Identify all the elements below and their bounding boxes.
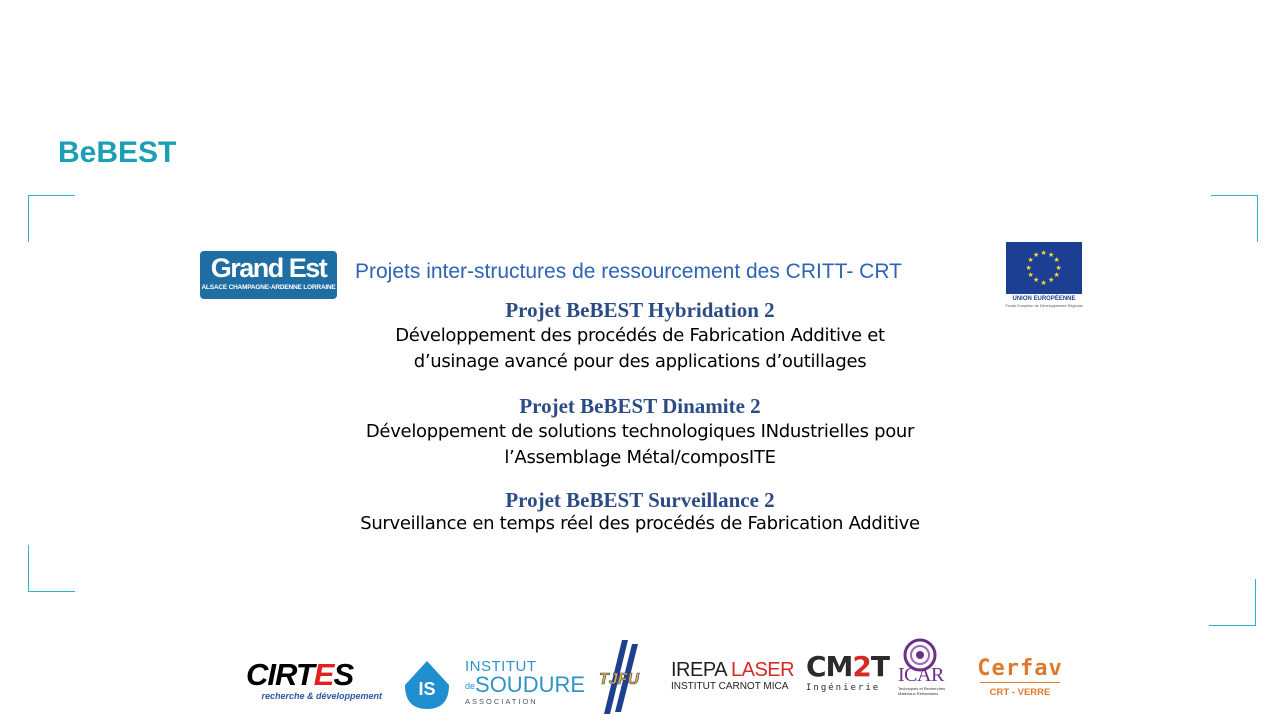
eu-label: UNION EUROPÉENNE bbox=[1012, 296, 1076, 302]
project-description-line: Développement des procédés de Fabrication Additive et bbox=[395, 325, 885, 346]
is-badge-icon bbox=[401, 659, 453, 711]
project-hybridation bbox=[270, 297, 1010, 375]
project-description-line: d’usinage avancé pour des applications d’outillages bbox=[413, 351, 867, 372]
project-title: Projet BeBEST Hybridation 2 bbox=[505, 298, 775, 322]
icar-name: ICAR bbox=[898, 664, 944, 686]
project-surveillance bbox=[270, 488, 1010, 536]
frame-corner-top-left bbox=[28, 195, 75, 242]
eu-star-icon: ★ bbox=[1048, 277, 1055, 285]
slide-header: Projets inter-structures de ressourcement des CRITT- CRT bbox=[355, 260, 902, 283]
eu-star-icon: ★ bbox=[1053, 257, 1060, 264]
cerfav-logo bbox=[974, 656, 1066, 699]
is-badge-text: IS bbox=[418, 679, 436, 699]
project-title: Projet BeBEST Dinamite 2 bbox=[519, 394, 761, 418]
eu-star-icon: ★ bbox=[1033, 277, 1040, 285]
eu-flag-icon bbox=[1006, 242, 1082, 294]
irepa-tagline: INSTITUT CARNOT MICA bbox=[671, 681, 789, 692]
frame-corner-top-right bbox=[1211, 195, 1258, 242]
cirtes-tagline: recherche & développement bbox=[261, 691, 382, 701]
eu-star-icon: ★ bbox=[1053, 272, 1060, 279]
eu-star-icon: ★ bbox=[1033, 251, 1040, 259]
eu-star-icon: ★ bbox=[1055, 264, 1062, 272]
project-title: Projet BeBEST Surveillance 2 bbox=[505, 488, 775, 512]
cerfav-name: Cerfav bbox=[977, 656, 1063, 681]
eu-star-icon: ★ bbox=[1040, 249, 1047, 257]
frame-corner-bottom-right bbox=[1209, 579, 1256, 626]
tjfu-name: TJFU bbox=[599, 671, 639, 688]
project-dinamite bbox=[270, 393, 1010, 471]
is-line1: INSTITUT bbox=[465, 658, 537, 675]
slide-title: BeBEST bbox=[58, 136, 177, 169]
irepa-laser-logo bbox=[671, 659, 795, 693]
frame-corner-bottom-left bbox=[28, 545, 75, 592]
eu-star-icon: ★ bbox=[1027, 272, 1034, 279]
irepa-name: IREPA LASER bbox=[671, 659, 795, 681]
eu-star-icon: ★ bbox=[1025, 264, 1032, 272]
is-line2: deSOUDURE bbox=[465, 672, 586, 697]
project-description-line: Développement de solutions technologiques INdustrielles pour bbox=[365, 421, 915, 442]
institut-soudure-logo bbox=[401, 656, 586, 710]
project-description-line: Surveillance en temps réel des procédés de Fabrication Additive bbox=[360, 513, 920, 534]
cm2t-tagline: Ingénierie bbox=[806, 683, 881, 693]
icar-logo bbox=[896, 638, 962, 702]
eu-star-icon: ★ bbox=[1027, 257, 1034, 264]
cerfav-tagline: CRT - VERRE bbox=[989, 687, 1051, 698]
grand-est-tagline: ALSACE CHAMPAGNE-ARDENNE LORRAINE bbox=[201, 284, 336, 291]
grand-est-name: Grand Est bbox=[210, 253, 327, 283]
cerfav-divider bbox=[980, 682, 1060, 683]
is-line3: ASSOCIATION bbox=[465, 697, 538, 707]
eu-star-icon: ★ bbox=[1040, 279, 1047, 287]
cm2t-logo bbox=[806, 651, 898, 693]
eu-star-icon: ★ bbox=[1048, 251, 1055, 259]
project-description-line: l’Assemblage Métal/composITE bbox=[504, 447, 776, 468]
tjfu-mark-icon bbox=[588, 638, 650, 716]
cm2t-name: CM2T bbox=[806, 650, 890, 683]
icar-tagline: Techniques et Recherches Matériaux Réfractaires bbox=[898, 686, 946, 696]
cirtes-name: CIRTES bbox=[246, 657, 354, 692]
eu-logo bbox=[998, 242, 1090, 312]
cirtes-logo bbox=[246, 659, 382, 701]
tjfu-logo bbox=[588, 638, 650, 716]
grand-est-logo bbox=[200, 251, 337, 299]
eu-sublabel: Fonds Européen de Développement Régional bbox=[1005, 304, 1083, 308]
